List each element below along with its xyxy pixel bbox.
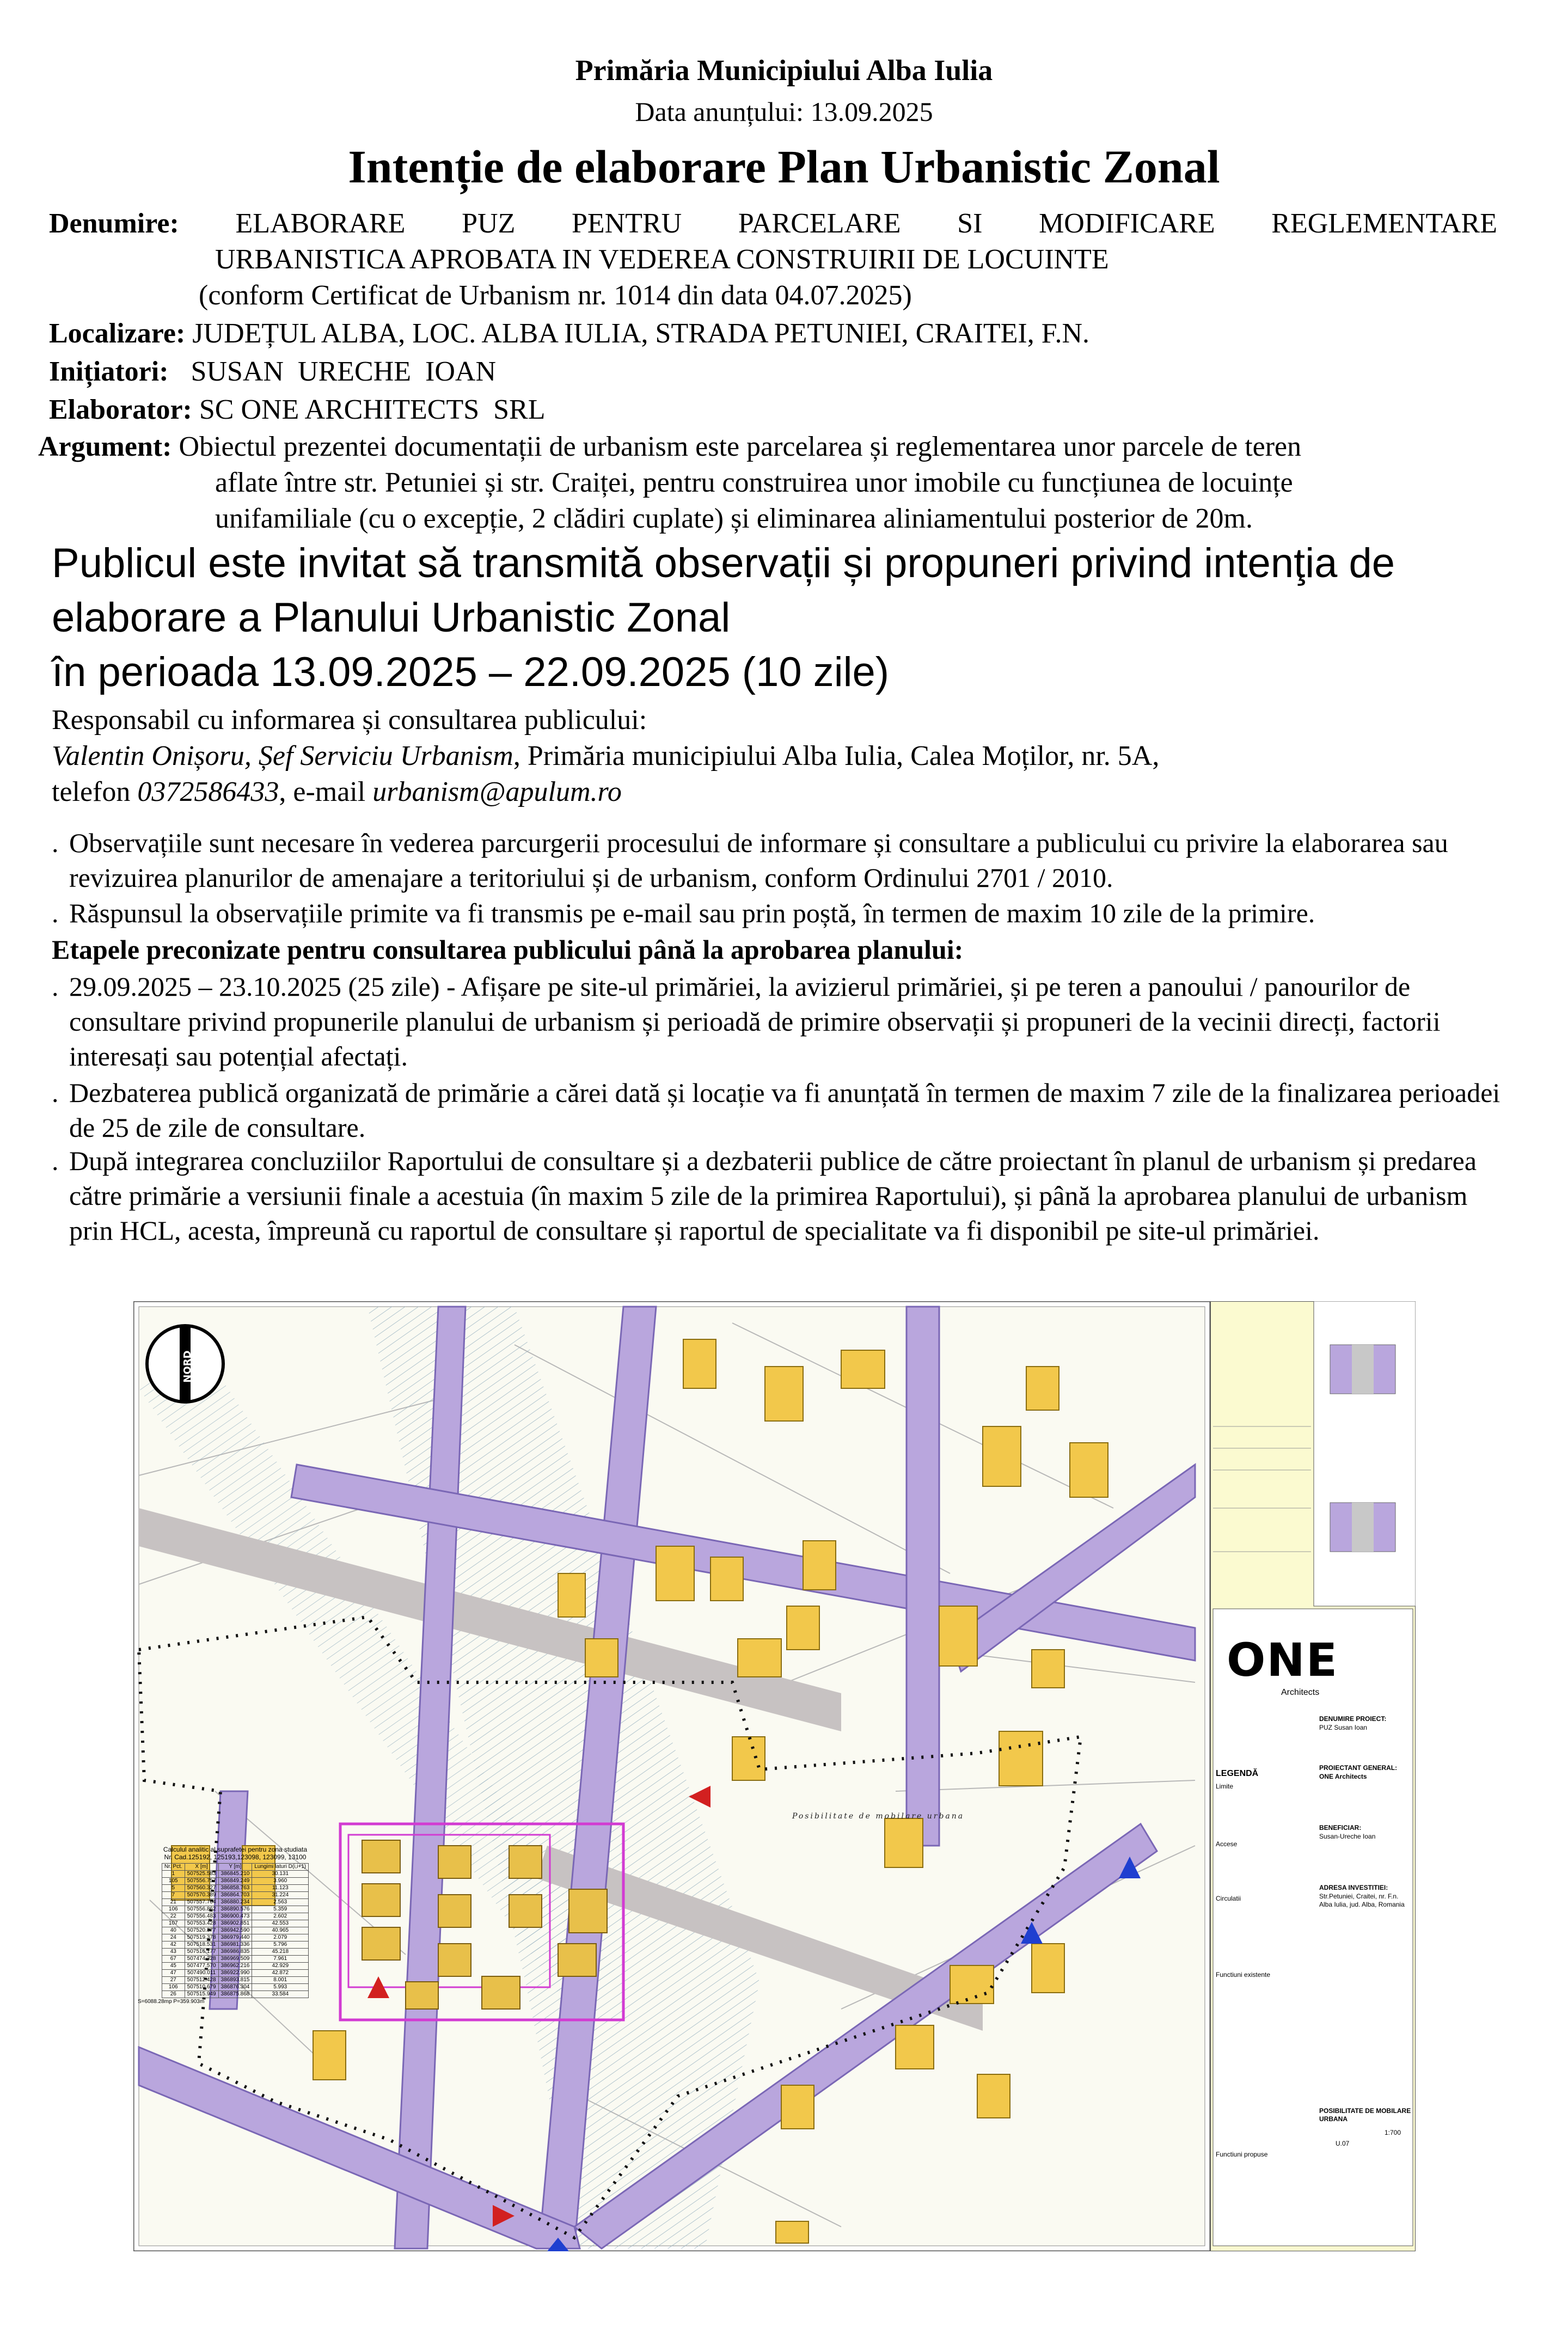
denumire-word: MODIFICARE xyxy=(1039,208,1215,239)
table-cell: 386845.210 xyxy=(218,1871,252,1878)
table-cell: 386979.440 xyxy=(218,1934,252,1941)
mobilare-label: Posibilitate de mobilare urbana xyxy=(792,1812,965,1821)
announcement-date: Data anunțului: 13.09.2025 xyxy=(635,96,933,127)
calc-table xyxy=(162,1863,309,1998)
table-cell: 1 xyxy=(162,1871,185,1878)
localizare-label: Localizare: xyxy=(49,318,186,349)
responsible-heading: Responsabil cu informarea și consultarea publicului: xyxy=(52,705,647,736)
argument-line2: aflate între str. Petuniei și str. Craiței, pentru construirea unor imobile cu funcțiunea de locuințe xyxy=(215,467,1293,498)
table-cell: 5.796 xyxy=(252,1941,309,1949)
table-cell: 386858.763 xyxy=(218,1885,252,1892)
list-item xyxy=(52,1143,1516,1248)
table-row xyxy=(162,1956,308,1963)
bullet-text: Răspunsul la observațiile primite va fi transmis pe e-mail sau prin poștă, în termen de maxim 10 zile de la primire. xyxy=(69,898,1315,928)
table-cell: 42.872 xyxy=(252,1970,309,1977)
table-cell: 7.961 xyxy=(252,1956,309,1963)
table-cell: 386942.590 xyxy=(218,1927,252,1934)
address-value: Str.Petuniei, Craitei, nr. F.n. Alba Iulia, jud. Alba, Romania xyxy=(1319,1892,1405,1908)
calc-table-box xyxy=(134,1846,336,2006)
localizare-value: JUDEȚUL ALBA, LOC. ALBA IULIA, STRADA PETUNIEI, CRAITEI, F.N. xyxy=(192,318,1090,349)
table-row xyxy=(162,1906,308,1913)
denumire-label: Denumire: xyxy=(49,208,179,239)
denumire-line1 xyxy=(49,206,1497,242)
logo-subtitle: Architects xyxy=(1281,1688,1320,1697)
table-cell: 507518.531 xyxy=(185,1941,218,1949)
table-row xyxy=(162,1892,308,1899)
table-cell: 386902.851 xyxy=(218,1920,252,1927)
table-cell: 45.218 xyxy=(252,1949,309,1956)
table-row xyxy=(162,1970,308,1977)
table-cell: 507553.428 xyxy=(185,1920,218,1927)
table-cell: 11.123 xyxy=(252,1885,309,1892)
beneficiary-name: Susan-Ureche Ioan xyxy=(1319,1833,1376,1840)
calc-header: X [m] xyxy=(185,1864,218,1871)
denumire-word: ELABORARE xyxy=(235,208,406,239)
table-cell: 106 xyxy=(162,1984,185,1991)
table-cell: 386981.336 xyxy=(218,1941,252,1949)
table-cell: 507474.328 xyxy=(185,1956,218,1963)
bullet-marker: . xyxy=(52,898,59,928)
table-cell: 386893.815 xyxy=(218,1977,252,1984)
table-cell: 67 xyxy=(162,1956,185,1963)
field-initiatori xyxy=(49,354,496,390)
calc-header: Nr. Pct. xyxy=(162,1864,185,1871)
list-item xyxy=(52,896,1516,930)
table-cell: 40.965 xyxy=(252,1927,309,1934)
table-cell: 27 xyxy=(162,1977,185,1984)
table-row xyxy=(162,1941,308,1949)
table-row xyxy=(162,1878,308,1885)
argument-line1: Obiectul prezentei documentații de urbanism este parcelarea și reglementarea unor parcele de teren xyxy=(179,431,1302,462)
invite-line1: Publicul este invitat să transmită observații și propuneri privind intenţia de xyxy=(52,540,1395,586)
bullet-text: După integrarea concluziilor Raportului de consultare și a dezbaterii publice de către proiectant în planul de urbanism și predarea către primărie a versiunii finale a acestuia (în maxim 5 zile de la primirea Raportului), și până la aprobarea planului de urbanism prin HCL, acesta, împreună cu raportul de consultare și raportul de specialitate va fi disponibil pe site-ul primăriei. xyxy=(69,1146,1477,1246)
table-cell: 386900.473 xyxy=(218,1913,252,1920)
address-label: ADRESA INVESTITIEI: xyxy=(1319,1884,1388,1891)
bullet-text: 29.09.2025 – 23.10.2025 (25 zile) - Afișare pe site-ul primăriei, la avizierul primăriei, și pe teren a panoului / panourilor de consultare privind propunerile planului de urbanism și perioadă de primire observații și propuneri de la vecinii direcți, factorii interesați sau potențial afectați. xyxy=(69,971,1441,1071)
legend-title: LEGENDĂ xyxy=(1216,1769,1259,1778)
table-cell: 386875.868 xyxy=(218,1991,252,1998)
sheet-number: U.07 xyxy=(1336,2140,1350,2147)
bullet-marker: . xyxy=(52,971,59,1002)
institution-name: Primăria Municipiului Alba Iulia xyxy=(575,54,993,87)
table-cell: 507556.757 xyxy=(185,1878,218,1885)
table-cell: 31.224 xyxy=(252,1892,309,1899)
responsible-contact xyxy=(52,702,1522,810)
table-row xyxy=(162,1949,308,1956)
table-cell: 507516.177 xyxy=(185,1949,218,1956)
field-localizare xyxy=(49,316,1089,352)
denumire-word: SI xyxy=(957,208,983,239)
table-row xyxy=(162,1871,308,1878)
bullet-marker: . xyxy=(52,1146,59,1176)
initiatori-label: Inițiatori: xyxy=(49,356,169,387)
table-cell: 47 xyxy=(162,1970,185,1977)
table-row xyxy=(162,1977,308,1984)
title-block xyxy=(1210,1301,1416,2251)
bullet-marker: . xyxy=(52,1077,59,1108)
table-cell: 43 xyxy=(162,1949,185,1956)
project-name: PUZ Susan Ioan xyxy=(1319,1724,1368,1731)
table-cell: 21 xyxy=(162,1899,185,1906)
denumire-line2: URBANISTICA APROBATA IN VEDEREA CONSTRUIRII DE LOCUINTE xyxy=(215,244,1109,275)
table-cell: 507557.704 xyxy=(185,1899,218,1906)
bullet-text: Observațiile sunt necesare în vederea parcurgerii procesului de informare și consultare a publicului cu privire la elaborarea sau revizuirea planurilor de amenajare a teritoriului și de urbanism, conform Ordinului 2701 / 2010. xyxy=(69,828,1448,893)
field-denumire xyxy=(49,206,1497,314)
table-cell: 386864.703 xyxy=(218,1892,252,1899)
table-cell: 42 xyxy=(162,1941,185,1949)
sheet-title: POSIBILITATE DE MOBILARE URBANA xyxy=(1319,2107,1411,2123)
calc-title: Calculul analitic al suprafetei pentru zona studiata xyxy=(163,1846,308,1853)
table-cell: 5 xyxy=(162,1885,185,1892)
table-cell: 507560.327 xyxy=(185,1885,218,1892)
table-cell: 386962.216 xyxy=(218,1963,252,1970)
table-cell: 22 xyxy=(162,1913,185,1920)
argument-line3: unifamiliale (cu o excepție, 2 clădiri cuplate) și eliminarea aliniamentului posterior de 20m. xyxy=(215,503,1253,534)
table-cell: 42.929 xyxy=(252,1963,309,1970)
table-cell: 386890.576 xyxy=(218,1906,252,1913)
initiatori-value: SUSAN URECHE IOAN xyxy=(191,356,497,387)
legend-item: Circulatii xyxy=(1216,1895,1241,1902)
table-cell: 507556.483 xyxy=(185,1913,218,1920)
denumire-word: PENTRU xyxy=(572,208,682,239)
table-cell: 8.001 xyxy=(252,1977,309,1984)
field-argument xyxy=(38,429,1508,537)
table-cell: 3.960 xyxy=(252,1878,309,1885)
bullet-marker: . xyxy=(52,828,59,858)
email-label: , e-mail xyxy=(279,776,373,807)
phone-label: telefon xyxy=(52,776,138,807)
table-cell: 386876.304 xyxy=(218,1984,252,1991)
table-cell: 2.079 xyxy=(252,1934,309,1941)
legend-item: Functiuni existente xyxy=(1216,1971,1271,1979)
north-label: NORD xyxy=(182,1350,193,1383)
table-row xyxy=(162,1913,308,1920)
public-invitation xyxy=(52,536,1522,700)
table-row xyxy=(162,1927,308,1934)
argument-label: Argument: xyxy=(38,431,172,462)
denumire-word: REGLEMENTARE xyxy=(1271,208,1497,239)
phone-number: 0372586433 xyxy=(137,776,279,807)
table-cell: 507525.583 xyxy=(185,1871,218,1878)
bullet-text: Dezbaterea publică organizată de primărie a cărei dată și locație va fi anunțată în termen de maxim 7 zile de la finalizarea perioadei de 25 de zile de consultare. xyxy=(69,1077,1500,1143)
table-cell: 507490.011 xyxy=(185,1970,218,1977)
table-cell: 106 xyxy=(162,1906,185,1913)
table-cell: 33.584 xyxy=(252,1991,309,1998)
table-cell: 45 xyxy=(162,1963,185,1970)
table-cell: 107 xyxy=(162,1920,185,1927)
field-elaborator xyxy=(49,392,546,428)
list-item xyxy=(52,1075,1516,1145)
table-cell: 7 xyxy=(162,1892,185,1899)
table-row xyxy=(162,1991,308,1998)
table-cell: 26 xyxy=(162,1991,185,1998)
calc-footer: S=6088.28mp P=359.903m xyxy=(138,1999,205,2005)
designer-label: PROIECTANT GENERAL: xyxy=(1319,1764,1398,1772)
responsible-address: , Primăria municipiului Alba Iulia, Calea Moților, nr. 5A, xyxy=(513,740,1160,771)
table-cell: 507515.949 xyxy=(185,1991,218,1998)
urban-plan-drawing xyxy=(133,1301,1416,2251)
table-row xyxy=(162,1920,308,1927)
table-row xyxy=(162,1934,308,1941)
table-cell: 507510.679 xyxy=(185,1984,218,1991)
table-cell: 507519.378 xyxy=(185,1934,218,1941)
table-row xyxy=(162,1984,308,1991)
table-cell: 386880.234 xyxy=(218,1899,252,1906)
responsible-person: Valentin Onișoru, Șef Serviciu Urbanism xyxy=(52,740,513,771)
denumire-word: PARCELARE xyxy=(738,208,901,239)
legend-item: Accese xyxy=(1216,1840,1238,1848)
list-item xyxy=(52,969,1516,1074)
beneficiary-label: BENEFICIAR: xyxy=(1319,1824,1362,1832)
legend-item: Limite xyxy=(1216,1783,1234,1790)
page-title: Intenție de elaborare Plan Urbanistic Zonal xyxy=(348,140,1220,193)
email-address: urbanism@apulum.ro xyxy=(372,776,622,807)
table-cell: 507570.389 xyxy=(185,1892,218,1899)
denumire-line3: (conform Certificat de Urbanism nr. 1014 din data 04.07.2025) xyxy=(199,280,912,311)
calc-subtitle: Nr. Cad.125192, 125193,123098, 123099, 13100 xyxy=(164,1853,307,1861)
project-name-label: DENUMIRE PROIECT: xyxy=(1319,1715,1387,1723)
legend-item: Functiuni propuse xyxy=(1216,2151,1268,2158)
table-cell: 507477.570 xyxy=(185,1963,218,1970)
list-item xyxy=(52,825,1516,895)
table-cell: 40 xyxy=(162,1927,185,1934)
invite-line2: elaborare a Planului Urbanistic Zonal xyxy=(52,595,731,641)
one-architects-logo: ONE xyxy=(1227,1633,1339,1687)
invite-period: în perioada 13.09.2025 – 22.09.2025 (10 zile) xyxy=(52,649,890,695)
table-cell: 42.553 xyxy=(252,1920,309,1927)
sheet-scale: 1:700 xyxy=(1385,2129,1401,2136)
table-row xyxy=(162,1963,308,1970)
table-cell: 386969.509 xyxy=(218,1956,252,1963)
table-cell: 507556.862 xyxy=(185,1906,218,1913)
table-row xyxy=(162,1899,308,1906)
designer-name: ONE Architects xyxy=(1319,1773,1367,1780)
table-cell: 5.359 xyxy=(252,1906,309,1913)
denumire-word: PUZ xyxy=(462,208,516,239)
table-cell: 386986.835 xyxy=(218,1949,252,1956)
table-cell: 5.993 xyxy=(252,1984,309,1991)
table-cell: 105 xyxy=(162,1878,185,1885)
calc-header: Y [m] xyxy=(218,1864,252,1871)
stages-heading: Etapele preconizate pentru consultarea publicului până la aprobarea planului: xyxy=(52,934,964,965)
table-cell: 507520.877 xyxy=(185,1927,218,1934)
table-cell: 507512.428 xyxy=(185,1977,218,1984)
elaborator-label: Elaborator: xyxy=(49,394,192,425)
table-row xyxy=(162,1885,308,1892)
table-cell: 24 xyxy=(162,1934,185,1941)
table-cell: 2.563 xyxy=(252,1899,309,1906)
table-cell: 386922.990 xyxy=(218,1970,252,1977)
table-cell: 2.602 xyxy=(252,1913,309,1920)
plan-canvas xyxy=(133,1301,1210,2251)
table-cell: 386849.249 xyxy=(218,1878,252,1885)
calc-header: Lungimi laturi D(i,i+1) xyxy=(252,1864,309,1871)
table-cell: 30.131 xyxy=(252,1871,309,1878)
elaborator-value: SC ONE ARCHITECTS SRL xyxy=(199,394,546,425)
